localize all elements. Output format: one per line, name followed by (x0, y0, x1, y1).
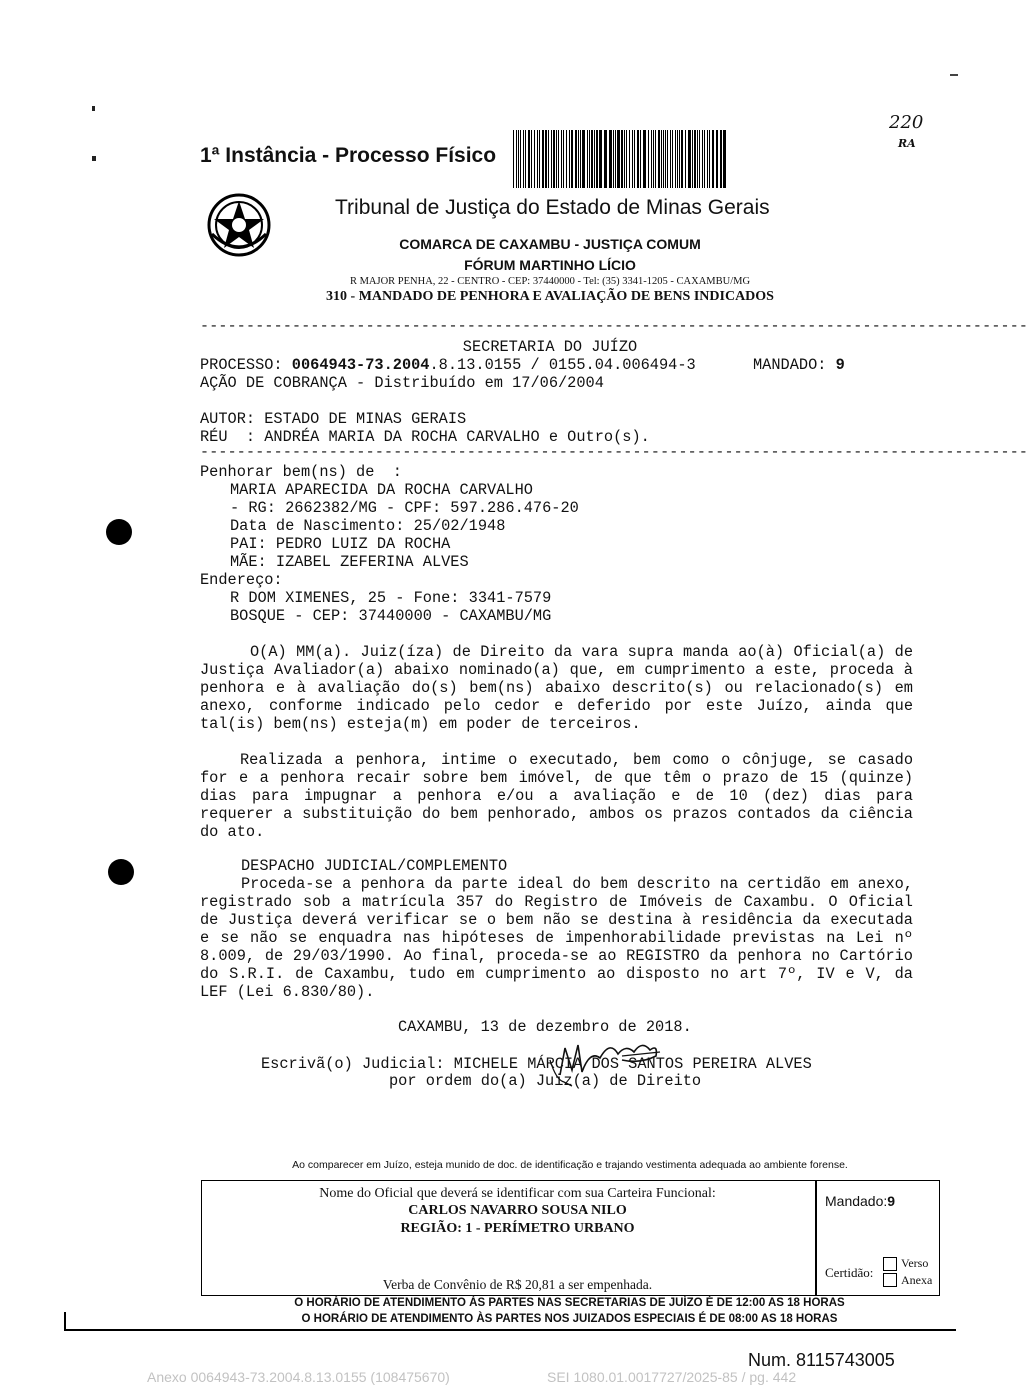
barcode-bar (580, 130, 581, 188)
barcode-bar (561, 130, 562, 188)
despacho-text: Proceda-se a penhora da parte ideal do bem descrito na certidão em anexo, registrado sob a matrícula 357 do Registro de Imóveis de Caxambu. O Oficial de Justiça deverá verificar se o bem não se destina à residência da executada e se não se enquadra nas hipóteses de impenhorabilidade previstas na Lei nº 8.009, de 29/03/1990. Ao final, proceda-se ao REGISTRO da penhora no Cartório do S.R.I. de Caxambu, tudo em cumprimento ao disposto no art 7º, IV e V, da LEF (Lei 6.830/80). (200, 875, 913, 1001)
barcode-bar (632, 130, 633, 188)
verso-checkbox[interactable] (883, 1257, 897, 1271)
barcode-bar (704, 130, 705, 188)
barcode-bar (548, 130, 549, 188)
barcode-bar (667, 130, 668, 188)
barcode-bar (569, 130, 570, 188)
barcode-bar (571, 130, 573, 188)
barcode-bar (556, 130, 557, 188)
barcode-bar (613, 130, 614, 188)
barcode-bar (675, 130, 676, 188)
reu-line: RÉU : ANDRÉA MARIA DA ROCHA CARVALHO e Outro(s). (200, 428, 650, 446)
barcode-bar (712, 130, 714, 188)
barcode-bar (591, 130, 593, 188)
barcode-bar (553, 130, 555, 188)
anexo-stamp: Anexo 0064943-73.2004.8.13.0155 (108475670) (147, 1369, 450, 1385)
barcode-bar (566, 130, 567, 188)
id-notice: Ao comparecer em Juízo, esteja munido de doc. de identificação e trajando vestimenta adequada ao ambiente forense. (292, 1159, 848, 1171)
barcode-bar (651, 130, 652, 188)
autor-line: AUTOR: ESTADO DE MINAS GERAIS (200, 410, 467, 428)
barcode-bar (624, 130, 625, 188)
footer-mandado (825, 1193, 895, 1209)
handwritten-signature (530, 1030, 680, 1090)
barcode-bar (534, 130, 535, 188)
order-paragraph: O(A) MM(a). Juiz(íza) de Direito da vara supra manda ao(à) Oficial(a) de Justiça Avaliador(a) abaixo nominado(a) que, em cumprimento a este, proceda à penhora e à avaliação do(s) bem(ns) abaixo descrito(s) ou relacionado(s) em anexo, conforme indicado pelo cedor e deferido por este Juízo, ainda que tal(is) bem(ns) esteja(m) em poder de terceiros. (200, 643, 913, 733)
barcode-bar (663, 130, 664, 188)
address-line-2: BOSQUE - CEP: 37440000 - CAXAMBU/MG (230, 607, 552, 625)
barcode-bar (634, 130, 635, 188)
barcode-bar (629, 130, 630, 188)
debtor-mother: MÃE: IZABEL ZEFERINA ALVES (230, 553, 469, 571)
address-line-1: R DOM XIMENES, 25 - Fone: 3341-7579 (230, 589, 552, 607)
barcode-bar (723, 130, 726, 188)
debtor-birth: Data de Nascimento: 25/02/1948 (230, 517, 506, 535)
sei-stamp: SEI 1080.01.0017727/2025-85 / pg. 442 (547, 1369, 797, 1385)
penhora-intro: Penhorar bem(ns) de : (200, 463, 402, 481)
barcode-bar (531, 130, 532, 188)
barcode-bar (640, 130, 641, 188)
instance-label: 1ª Instância - Processo Físico (200, 144, 497, 167)
barcode-bar (672, 130, 673, 188)
barcode-bar (670, 130, 671, 188)
barcode-bar (677, 130, 678, 188)
divider: ------------------------------------------------------------------------------------------ (200, 444, 1028, 461)
barcode (513, 130, 729, 188)
horario-juizados-clip (201, 1313, 938, 1325)
bottom-rule (66, 1329, 956, 1331)
punch-hole (108, 859, 134, 885)
barcode-bar (525, 130, 526, 188)
court-address: R MAJOR PENHA, 22 - CENTRO - CEP: 37440000 - Tel: (35) 3341-1205 - CAXAMBU/MG (349, 276, 751, 287)
barcode-bar (615, 130, 616, 188)
secretaria-label: SECRETARIA DO JUÍZO (462, 338, 638, 356)
barcode-bar (661, 130, 662, 188)
barcode-bar (621, 130, 623, 188)
escrivao-line: Escrivã(o) Judicial: MICHELE MÁRCIA DOS SANTOS PEREIRA ALVES (261, 1055, 812, 1073)
barcode-bar (707, 130, 708, 188)
barcode-bar (578, 130, 579, 188)
barcode-bar (681, 130, 683, 188)
barcode-bar (596, 130, 598, 188)
officer-name: CARLOS NAVARRO SOUSA NILO (408, 1203, 627, 1218)
barcode-bar (697, 130, 698, 188)
document-number: Num. 8115743005 (748, 1350, 895, 1370)
officer-label: Nome do Oficial que deverá se identificar com sua Carteira Funcional: (319, 1186, 716, 1201)
processo-label: PROCESSO: (200, 356, 292, 374)
barcode-bar (604, 130, 607, 188)
barcode-bar (518, 130, 519, 188)
barcode-bar (609, 130, 612, 188)
anexa-checkbox[interactable] (883, 1273, 897, 1287)
barcode-bar (720, 130, 722, 188)
barcode-bar (692, 130, 693, 188)
debtor-documents: - RG: 2662382/MG - CPF: 597.286.476-20 (230, 499, 579, 517)
scan-mark (92, 106, 95, 111)
barcode-bar (637, 130, 639, 188)
barcode-bar (617, 130, 620, 188)
barcode-bar (520, 130, 521, 188)
verso-label: Verso (901, 1256, 929, 1270)
barcode-bar (702, 130, 703, 188)
barcode-bar (563, 130, 564, 188)
processo-line (200, 356, 696, 374)
left-bracket (64, 1312, 66, 1331)
debtor-name: MARIA APARECIDA DA ROCHA CARVALHO (230, 481, 533, 499)
scan-mark (92, 156, 96, 161)
forum-name: FÓRUM MARTINHO LÍCIO (464, 257, 636, 273)
barcode-bar (694, 130, 696, 188)
barcode-bar (542, 130, 544, 188)
barcode-bar (655, 130, 656, 188)
mandado-number: 9 (835, 356, 845, 374)
processo-number: 0064943-73.2004 (291, 356, 430, 374)
mandado-label: MANDADO: (753, 356, 836, 374)
horario-juizados: O HORÁRIO DE ATENDIMENTO ÀS PARTES NOS JUIZADOS ESPECIAIS É DE 08:00 AS 18 HORAS (301, 1313, 838, 1325)
barcode-bar (516, 130, 517, 188)
acao-line: AÇÃO DE COBRANÇA - Distribuído em 17/06/2004 (200, 374, 604, 392)
barcode-bar (716, 130, 718, 188)
barcode-bar (575, 130, 577, 188)
anexa-label: Anexa (901, 1273, 933, 1287)
barcode-bar (545, 130, 547, 188)
document-type: 310 - MANDADO DE PENHORA E AVALIAÇÃO DE BENS INDICADOS (326, 289, 774, 304)
barcode-bar (626, 130, 627, 188)
barcode-bar (599, 130, 602, 188)
barcode-bar (523, 130, 524, 188)
officer-region: REGIÃO: 1 - PERÍMETRO URBANO (400, 1221, 635, 1236)
page-initials-mark: RA (898, 137, 916, 150)
barcode-bar (551, 130, 552, 188)
barcode-bar (688, 130, 691, 188)
barcode-bar (582, 130, 585, 188)
barcode-bar (513, 130, 514, 188)
mandado-divider (815, 1180, 817, 1295)
barcode-bar (699, 130, 700, 188)
date-line: CAXAMBU, 13 de dezembro de 2018. (398, 1018, 692, 1036)
barcode-bar (653, 130, 654, 188)
page-number-mark: 220 (889, 112, 924, 133)
footer-mandado-label: Mandado: (825, 1193, 888, 1209)
processo-suffix: .8.13.0155 / 0155.04.006494-3 (429, 356, 696, 374)
despacho-title: DESPACHO JUDICIAL/COMPLEMENTO (241, 857, 508, 875)
barcode-bar (539, 130, 540, 188)
barcode-bar (594, 130, 595, 188)
barcode-bar (685, 130, 686, 188)
horario-secretarias: O HORÁRIO DE ATENDIMENTO ÀS PARTES NAS SECRETARIAS DE JUÍZO É DE 12:00 AS 18 HORAS (294, 1297, 845, 1309)
scan-mark (950, 74, 958, 76)
address-label: Endereço: (200, 571, 283, 589)
barcode-bar (589, 130, 590, 188)
barcode-bar (643, 130, 646, 188)
barcode-bar (665, 130, 666, 188)
certidao-label: Certidão: (825, 1265, 874, 1280)
por-ordem-line: por ordem do(a) Juiz(a) de Direito (389, 1072, 702, 1090)
notice-paragraph: Realizada a penhora, intime o executado, bem como o cônjuge, se casado for e a penhora recair sobre bem imóvel, de que têm o prazo de 15 (quinze) dias para impugnar a penhora e/ou a avaliação e de 10 (dez) dias para requerer a substituição do bem penhorado, ambos os prazos contados da ciência do ato. (200, 751, 913, 841)
barcode-bar (528, 130, 530, 188)
barcode-bar (558, 130, 559, 188)
barcode-bar (709, 130, 710, 188)
barcode-bar (658, 130, 660, 188)
debtor-father: PAI: PEDRO LUIZ DA ROCHA (230, 535, 451, 553)
punch-hole (106, 519, 132, 545)
comarca: COMARCA DE CAXAMBU - JUSTIÇA COMUM (399, 236, 701, 252)
barcode-bar (587, 130, 588, 188)
divider: ------------------------------------------------------------------------------------------ (200, 318, 1028, 335)
court-name: Tribunal de Justiça do Estado de Minas Gerais (335, 196, 770, 219)
footer-mandado-number: 9 (887, 1193, 896, 1209)
barcode-bar (648, 130, 649, 188)
barcode-bar (537, 130, 538, 188)
barcode-bar (679, 130, 680, 188)
mandado-ref (753, 356, 845, 374)
verba-line: Verba de Convênio de R$ 20,81 a ser empenhada. (382, 1277, 653, 1292)
